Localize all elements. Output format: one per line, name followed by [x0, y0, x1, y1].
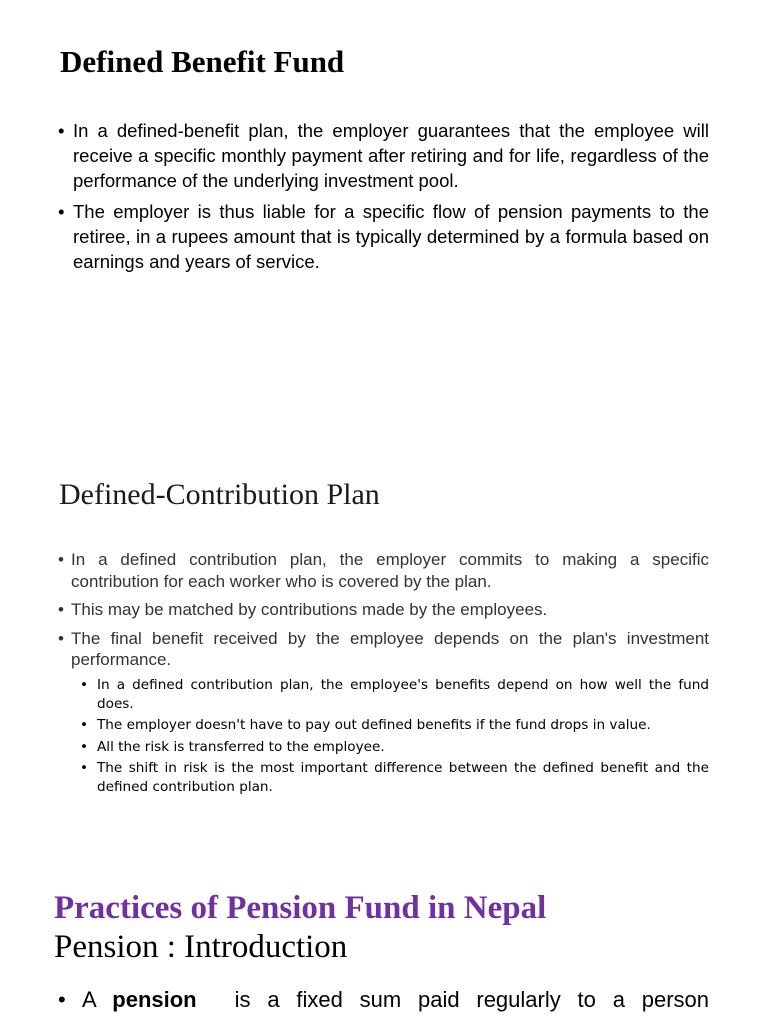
bullet-text: is a fixed sum paid regularly to a person	[234, 987, 709, 1012]
list-item	[80, 676, 709, 713]
bullet-glyph: •	[58, 987, 66, 1012]
bullet-glyph: •	[80, 677, 89, 693]
slide2-bullet-list	[58, 549, 709, 678]
bullet-glyph: •	[58, 600, 64, 619]
bullet-text: The employer is thus liable for a specific flow of pension payments to the retiree, in a rupees amount that is typically determined by a formula based on earnings and years of service.	[73, 201, 709, 272]
list-item	[80, 738, 709, 757]
list-item	[58, 599, 709, 621]
bullet-glyph: •	[58, 550, 64, 569]
bullet-text: This may be matched by contributions made by the employees.	[71, 600, 548, 619]
bullet-glyph: •	[58, 628, 64, 648]
bullet-text: All the risk is transferred to the employee.	[97, 738, 385, 755]
list-item	[58, 118, 709, 193]
list-item	[80, 716, 709, 735]
slide3-subtitle: Pension : Introduction	[54, 929, 348, 965]
bullet-text: The employer doesn't have to pay out defined benefits if the fund drops in value.	[97, 717, 651, 733]
bullet-glyph: •	[58, 201, 65, 222]
list-item	[58, 199, 709, 274]
slide2-title: Defined-Contribution Plan	[59, 478, 380, 511]
bullet-text: In a defined-benefit plan, the employer guarantees that the employee will receive a specific monthly payment after retiring and for life, regardless of the performance of the underlying investment pool.	[73, 120, 709, 191]
bullet-text: The shift in risk is the most important difference between the defined benefit and the defined contribution plan.	[97, 760, 709, 795]
list-item	[58, 984, 709, 1016]
list-item	[58, 628, 709, 671]
bullet-glyph: •	[80, 760, 89, 776]
slide1-bullet-list	[58, 118, 709, 280]
slide3-title: Practices of Pension Fund in Nepal	[54, 890, 547, 926]
slide1-title: Defined Benefit Fund	[60, 44, 345, 79]
bullet-text: In a defined contribution plan, the employee's benefits depend on how well the fund does.	[97, 677, 709, 712]
bullet-text: In a defined contribution plan, the employer commits to making a specific contribution for each worker who is covered by the plan.	[71, 550, 709, 591]
bullet-text: The final benefit received by the employee depends on the plan's investment performance.	[71, 628, 709, 669]
bullet-glyph: •	[58, 120, 65, 141]
slide2-sub-bullet-list	[80, 676, 709, 799]
bullet-term: pension	[112, 987, 197, 1012]
bullet-prefix: A	[82, 987, 96, 1012]
list-item	[80, 759, 709, 796]
bullet-glyph: •	[80, 738, 89, 755]
bullet-glyph: •	[80, 717, 89, 733]
slide3-bullet-list	[58, 984, 709, 1016]
list-item	[58, 549, 709, 592]
